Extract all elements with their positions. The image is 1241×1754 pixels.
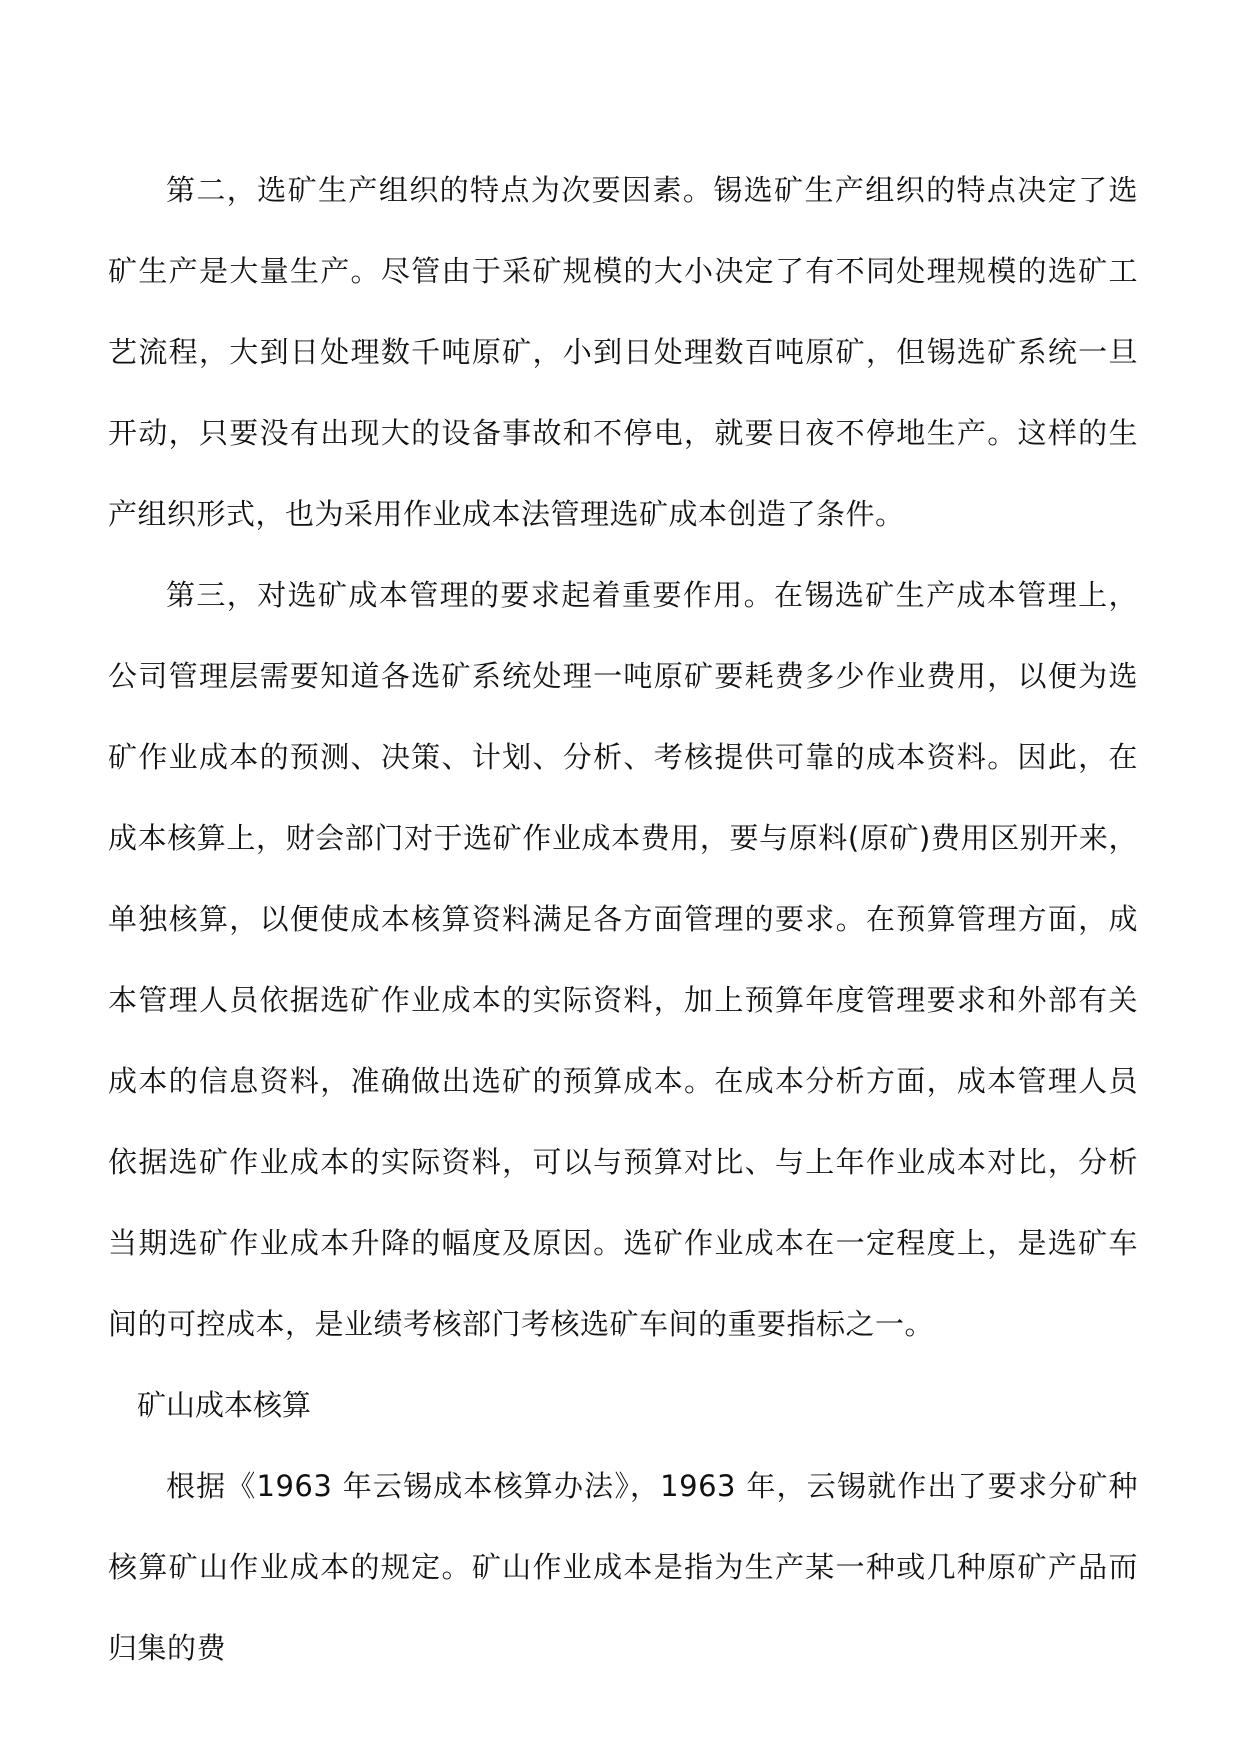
paragraph-third-factor: 第三，对选矿成本管理的要求起着重要作用。在锡选矿生产成本管理上，公司管理层需要知道各选矿系统处理一吨原矿要耗费多少作业费用，以便为选矿作业成本的预测、决策、计划、分析、考核提供可靠的成本资料。因此，在成本核算上，财会部门对于选矿作业成本费用，要与原料(原矿)费用区别开来，单独核算，以便使成本核算资料满足各方面管理的要求。在预算管理方面，成本管理人员依据选矿作业成本的实际资料，加上预算年度管理要求和外部有关成本的信息资料，准确做出选矿的预算成本。在成本分析方面，成本管理人员依据选矿作业成本的实际资料，可以与预算对比、与上年作业成本对比，分析当期选矿作业成本升降的幅度及原因。选矿作业成本在一定程度上，是选矿车间的可控成本，是业绩考核部门考核选矿车间的重要指标之一。	[108, 578, 1138, 1341]
section-heading: 矿山成本核算	[137, 1388, 312, 1422]
document-body	[108, 150, 1138, 1689]
paragraph-mine-cost: 根据《1963 年云锡成本核算办法》，1963 年，云锡就作出了要求分矿种核算矿山作业成本的规定。矿山作业成本是指为生产某一种或几种原矿产品而归集的费	[108, 1469, 1138, 1665]
paragraph-second-factor: 第二，选矿生产组织的特点为次要因素。锡选矿生产组织的特点决定了选矿生产是大量生产。尽管由于采矿规模的大小决定了有不同处理规模的选矿工艺流程，大到日处理数千吨原矿，小到日处理数百吨原矿，但锡选矿系统一旦开动，只要没有出现大的设备事故和不停电，就要日夜不停地生产。这样的生产组织形式，也为采用作业成本法管理选矿成本创造了条件。	[108, 173, 1138, 531]
